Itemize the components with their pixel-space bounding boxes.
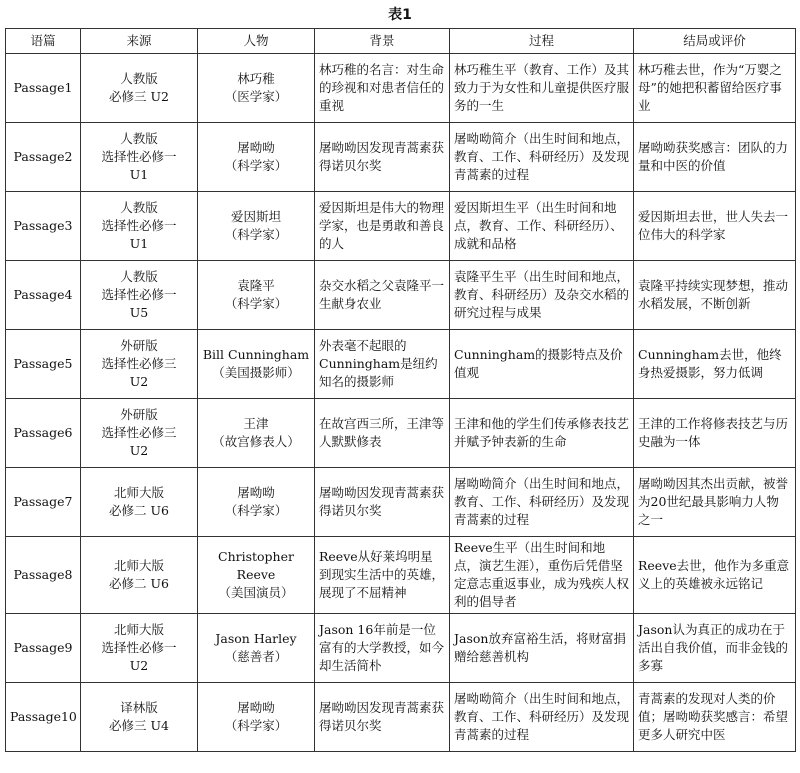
- passage-cell: Passage10: [6, 683, 81, 752]
- table-row: [6, 54, 796, 123]
- person-name: 袁隆平: [237, 278, 275, 293]
- source-cell: [81, 399, 198, 468]
- header-cell-person: 人物: [198, 29, 315, 54]
- outcome-cell: 屠呦呦获奖感言：团队的力量和中医的价值: [634, 123, 796, 192]
- header-cell-source: 来源: [81, 29, 198, 54]
- source-line: 人教版: [120, 131, 158, 146]
- person-name: 爱因斯坦: [230, 209, 281, 224]
- person-cell: [198, 683, 315, 752]
- source-line: 北师大版: [113, 622, 164, 637]
- table-row: [6, 399, 796, 468]
- passage-cell: Passage3: [6, 192, 81, 261]
- person-role: （医学家）: [224, 89, 288, 104]
- passage-cell: Passage8: [6, 537, 81, 614]
- table-row: [6, 123, 796, 192]
- person-role: （科学家）: [224, 503, 288, 518]
- person-cell: [198, 261, 315, 330]
- passage-table: [5, 28, 796, 752]
- outcome-cell: 袁隆平持续实现梦想，推动水稻发展，不断创新: [634, 261, 796, 330]
- source-line: 必修三 U2: [109, 89, 169, 104]
- background-cell: 屠呦呦因发现青蒿素获得诺贝尔奖: [315, 468, 450, 537]
- header-cell-passage: 语篇: [6, 29, 81, 54]
- person-cell: [198, 399, 315, 468]
- source-cell: [81, 54, 198, 123]
- process-cell: 爱因斯坦生平（出生时间和地点，教育、工作、科研经历）、成就和品格: [450, 192, 634, 261]
- person-name: Bill Cunningham: [202, 347, 310, 362]
- background-cell: 外表毫不起眼的Cunningham是纽约知名的摄影师: [315, 330, 450, 399]
- passage-cell: Passage2: [6, 123, 81, 192]
- person-role: （慈善者）: [224, 649, 288, 664]
- person-role: （美国演员）: [218, 585, 294, 600]
- background-cell: 林巧稚的名言：对生命的珍视和对患者信任的重视: [315, 54, 450, 123]
- background-cell: 在故宫西三所，王津等人默默修表: [315, 399, 450, 468]
- person-name: 屠呦呦: [237, 485, 275, 500]
- process-cell: Reeve生平（出生时间和地点，演艺生涯），重伤后凭借坚定意志重返事业，成为残疾人权利的倡导者: [450, 537, 634, 614]
- table-row: [6, 683, 796, 752]
- person-name: Christopher Reeve: [218, 549, 294, 582]
- process-cell: 屠呦呦简介（出生时间和地点，教育、工作、科研经历）及发现青蒿素的过程: [450, 123, 634, 192]
- passage-cell: Passage1: [6, 54, 81, 123]
- source-cell: [81, 683, 198, 752]
- passage-cell: Passage7: [6, 468, 81, 537]
- source-cell: [81, 614, 198, 683]
- process-cell: Jason放弃富裕生活，将财富捐赠给慈善机构: [450, 614, 634, 683]
- person-role: （科学家）: [224, 296, 288, 311]
- person-role: （故宫修表人）: [212, 434, 300, 449]
- process-cell: 屠呦呦简介（出生时间和地点，教育、工作、科研经历）及发现青蒿素的过程: [450, 683, 634, 752]
- source-line: 北师大版: [113, 485, 164, 500]
- table-row: [6, 537, 796, 614]
- source-line: 必修二 U6: [109, 503, 169, 518]
- header-row: [6, 29, 796, 54]
- background-cell: Jason 16年前是一位富有的大学教授，如今却生活简朴: [315, 614, 450, 683]
- outcome-cell: 屠呦呦因其杰出贡献，被誉为20世纪最具影响力人物之一: [634, 468, 796, 537]
- passage-cell: Passage4: [6, 261, 81, 330]
- process-cell: 林巧稚生平（教育、工作）及其致力于为女性和儿童提供医疗服务的一生: [450, 54, 634, 123]
- outcome-cell: 爱因斯坦去世，世人失去一位伟大的科学家: [634, 192, 796, 261]
- source-line: 人教版: [120, 71, 158, 86]
- person-name: 林巧稚: [237, 71, 275, 86]
- process-cell: Cunningham的摄影特点及价值观: [450, 330, 634, 399]
- table-row: [6, 261, 796, 330]
- header-cell-background: 背景: [315, 29, 450, 54]
- background-cell: Reeve从好莱坞明星到现实生活中的英雄，展现了不屈精神: [315, 537, 450, 614]
- source-line: U1: [129, 236, 149, 251]
- source-line: 人教版: [120, 200, 158, 215]
- header-cell-process: 过程: [450, 29, 634, 54]
- background-cell: 屠呦呦因发现青蒿素获得诺贝尔奖: [315, 123, 450, 192]
- source-cell: [81, 123, 198, 192]
- source-cell: [81, 537, 198, 614]
- person-cell: [198, 192, 315, 261]
- header-cell-outcome: 结局或评价: [634, 29, 796, 54]
- outcome-cell: 林巧稚去世，作为“万婴之母”的她把积蓄留给医疗事业: [634, 54, 796, 123]
- source-cell: [81, 261, 198, 330]
- source-line: 选择性必修三: [101, 356, 177, 371]
- person-cell: [198, 468, 315, 537]
- source-line: 北师大版: [113, 558, 164, 573]
- background-cell: 爱因斯坦是伟大的物理学家，也是勇敢和善良的人: [315, 192, 450, 261]
- table-row: [6, 192, 796, 261]
- background-cell: 杂交水稻之父袁隆平一生献身农业: [315, 261, 450, 330]
- source-line: U2: [129, 374, 149, 389]
- passage-cell: Passage5: [6, 330, 81, 399]
- outcome-cell: 王津的工作将修表技艺与历史融为一体: [634, 399, 796, 468]
- source-line: 选择性必修一: [101, 287, 177, 302]
- source-line: U2: [129, 658, 149, 673]
- process-cell: 王津和他的学生们传承修表技艺并赋予钟表新的生命: [450, 399, 634, 468]
- source-line: 必修二 U6: [109, 576, 169, 591]
- process-cell: 屠呦呦简介（出生时间和地点，教育、工作、科研经历）及发现青蒿素的过程: [450, 468, 634, 537]
- table-row: [6, 468, 796, 537]
- table-row: [6, 614, 796, 683]
- table-caption: 表1: [388, 7, 412, 23]
- outcome-cell: Reeve去世，他作为多重意义上的英雄被永远铭记: [634, 537, 796, 614]
- person-role: （科学家）: [224, 227, 288, 242]
- process-cell: 袁隆平生平（出生时间和地点，教育、科研经历）及杂交水稻的研究过程与成果: [450, 261, 634, 330]
- person-cell: [198, 537, 315, 614]
- person-cell: [198, 54, 315, 123]
- source-line: 人教版: [120, 269, 158, 284]
- outcome-cell: Jason认为真正的成功在于活出自我价值，而非金钱的多寡: [634, 614, 796, 683]
- source-line: 译林版: [120, 700, 158, 715]
- source-cell: [81, 192, 198, 261]
- person-cell: [198, 614, 315, 683]
- source-line: 选择性必修一: [101, 149, 177, 164]
- source-line: 必修三 U4: [109, 718, 169, 733]
- person-role: （科学家）: [224, 158, 288, 173]
- person-cell: [198, 123, 315, 192]
- source-cell: [81, 330, 198, 399]
- person-cell: [198, 330, 315, 399]
- source-line: 选择性必修一: [101, 218, 177, 233]
- source-cell: [81, 468, 198, 537]
- person-name: 屠呦呦: [237, 140, 275, 155]
- source-line: 外研版: [120, 338, 158, 353]
- person-name: 王津: [243, 416, 269, 431]
- passage-cell: Passage6: [6, 399, 81, 468]
- person-role: （美国摄影师）: [212, 365, 300, 380]
- outcome-cell: 青蒿素的发现对人类的价值；屠呦呦获奖感言：希望更多人研究中医: [634, 683, 796, 752]
- source-line: U2: [129, 443, 149, 458]
- source-line: 外研版: [120, 407, 158, 422]
- person-name: 屠呦呦: [237, 700, 275, 715]
- person-role: （科学家）: [224, 718, 288, 733]
- source-line: 选择性必修一: [101, 640, 177, 655]
- table-row: [6, 330, 796, 399]
- source-line: U5: [129, 305, 149, 320]
- passage-cell: Passage9: [6, 614, 81, 683]
- outcome-cell: Cunningham去世，他终身热爱摄影，努力低调: [634, 330, 796, 399]
- background-cell: 屠呦呦因发现青蒿素获得诺贝尔奖: [315, 683, 450, 752]
- source-line: U1: [129, 167, 149, 182]
- source-line: 选择性必修三: [101, 425, 177, 440]
- person-name: Jason Harley: [215, 631, 297, 646]
